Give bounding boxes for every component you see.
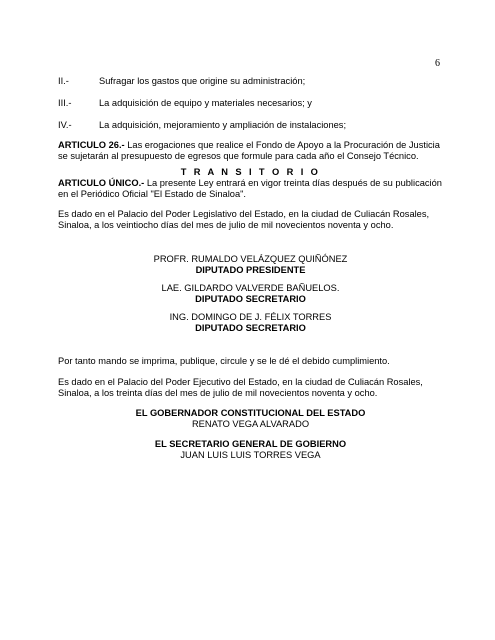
articulo-unico-heading: ARTICULO ÚNICO.- — [58, 178, 145, 188]
list-item-number: II.- — [58, 76, 69, 86]
signatory-name: ING. DOMINGO DE J. FÉLIX TORRES — [169, 312, 332, 322]
mando-paragraph: Por tanto mando se imprima, publique, circule y se le dé el debido cumplimiento. — [58, 356, 390, 366]
articulo-unico-text: La presente Ley entrará en vigor treinta días después de su publicación en el Periódico Oficial "El Estado de Sinaloa". — [58, 178, 442, 200]
page-number: 6 — [435, 58, 440, 69]
signatory-title: DIPUTADO SECRETARIO — [195, 294, 306, 304]
article-26-paragraph — [58, 140, 443, 163]
official-name: JUAN LUIS LUIS TORRES VEGA — [180, 450, 321, 460]
list-item-text: La adquisición de equipo y materiales necesarios; y — [99, 98, 312, 108]
dado-ejecutivo-paragraph: Es dado en el Palacio del Poder Ejecutivo del Estado, en la ciudad de Culiacán Rosales, Sinaloa, a los treinta días del mes de julio de mil novecientos noventa y ocho. — [58, 377, 423, 399]
list-item-number: IV.- — [58, 120, 72, 130]
list-item-number: III.- — [58, 98, 72, 108]
official-title: EL SECRETARIO GENERAL DE GOBIERNO — [154, 439, 347, 449]
signatory-title: DIPUTADO PRESIDENTE — [195, 265, 306, 275]
transitorio-title: T R A N S I T O R I O — [180, 167, 321, 177]
article-26-heading: ARTICULO 26.- — [58, 140, 125, 150]
signatory-title: DIPUTADO SECRETARIO — [195, 323, 306, 333]
articulo-unico-paragraph — [58, 178, 443, 201]
list-item-text: Sufragar los gastos que origine su administración; — [99, 76, 306, 86]
list-item-text: La adquisición, mejoramiento y ampliación de instalaciones; — [99, 120, 347, 130]
official-title: EL GOBERNADOR CONSTITUCIONAL DEL ESTADO — [135, 408, 366, 418]
article-26-text: Las erogaciones que realice el Fondo de Apoyo a la Procuración de Justicia se sujetarán al presupuesto de egresos que formule para cada año el Consejo Técnico. — [58, 140, 440, 162]
official-name: RENATO VEGA ALVARADO — [191, 419, 310, 429]
signatory-name: PROFR. RUMALDO VELÁZQUEZ QUIÑÓNEZ — [153, 254, 348, 264]
signatory-name: LAE. GILDARDO VALVERDE BAÑUELOS. — [161, 283, 340, 293]
dado-legislativo-paragraph: Es dado en el Palacio del Poder Legislativo del Estado, en la ciudad de Culiacán Rosales, Sinaloa, a los veintiocho días del mes de julio de mil novecientos noventa y ocho. — [58, 209, 430, 231]
